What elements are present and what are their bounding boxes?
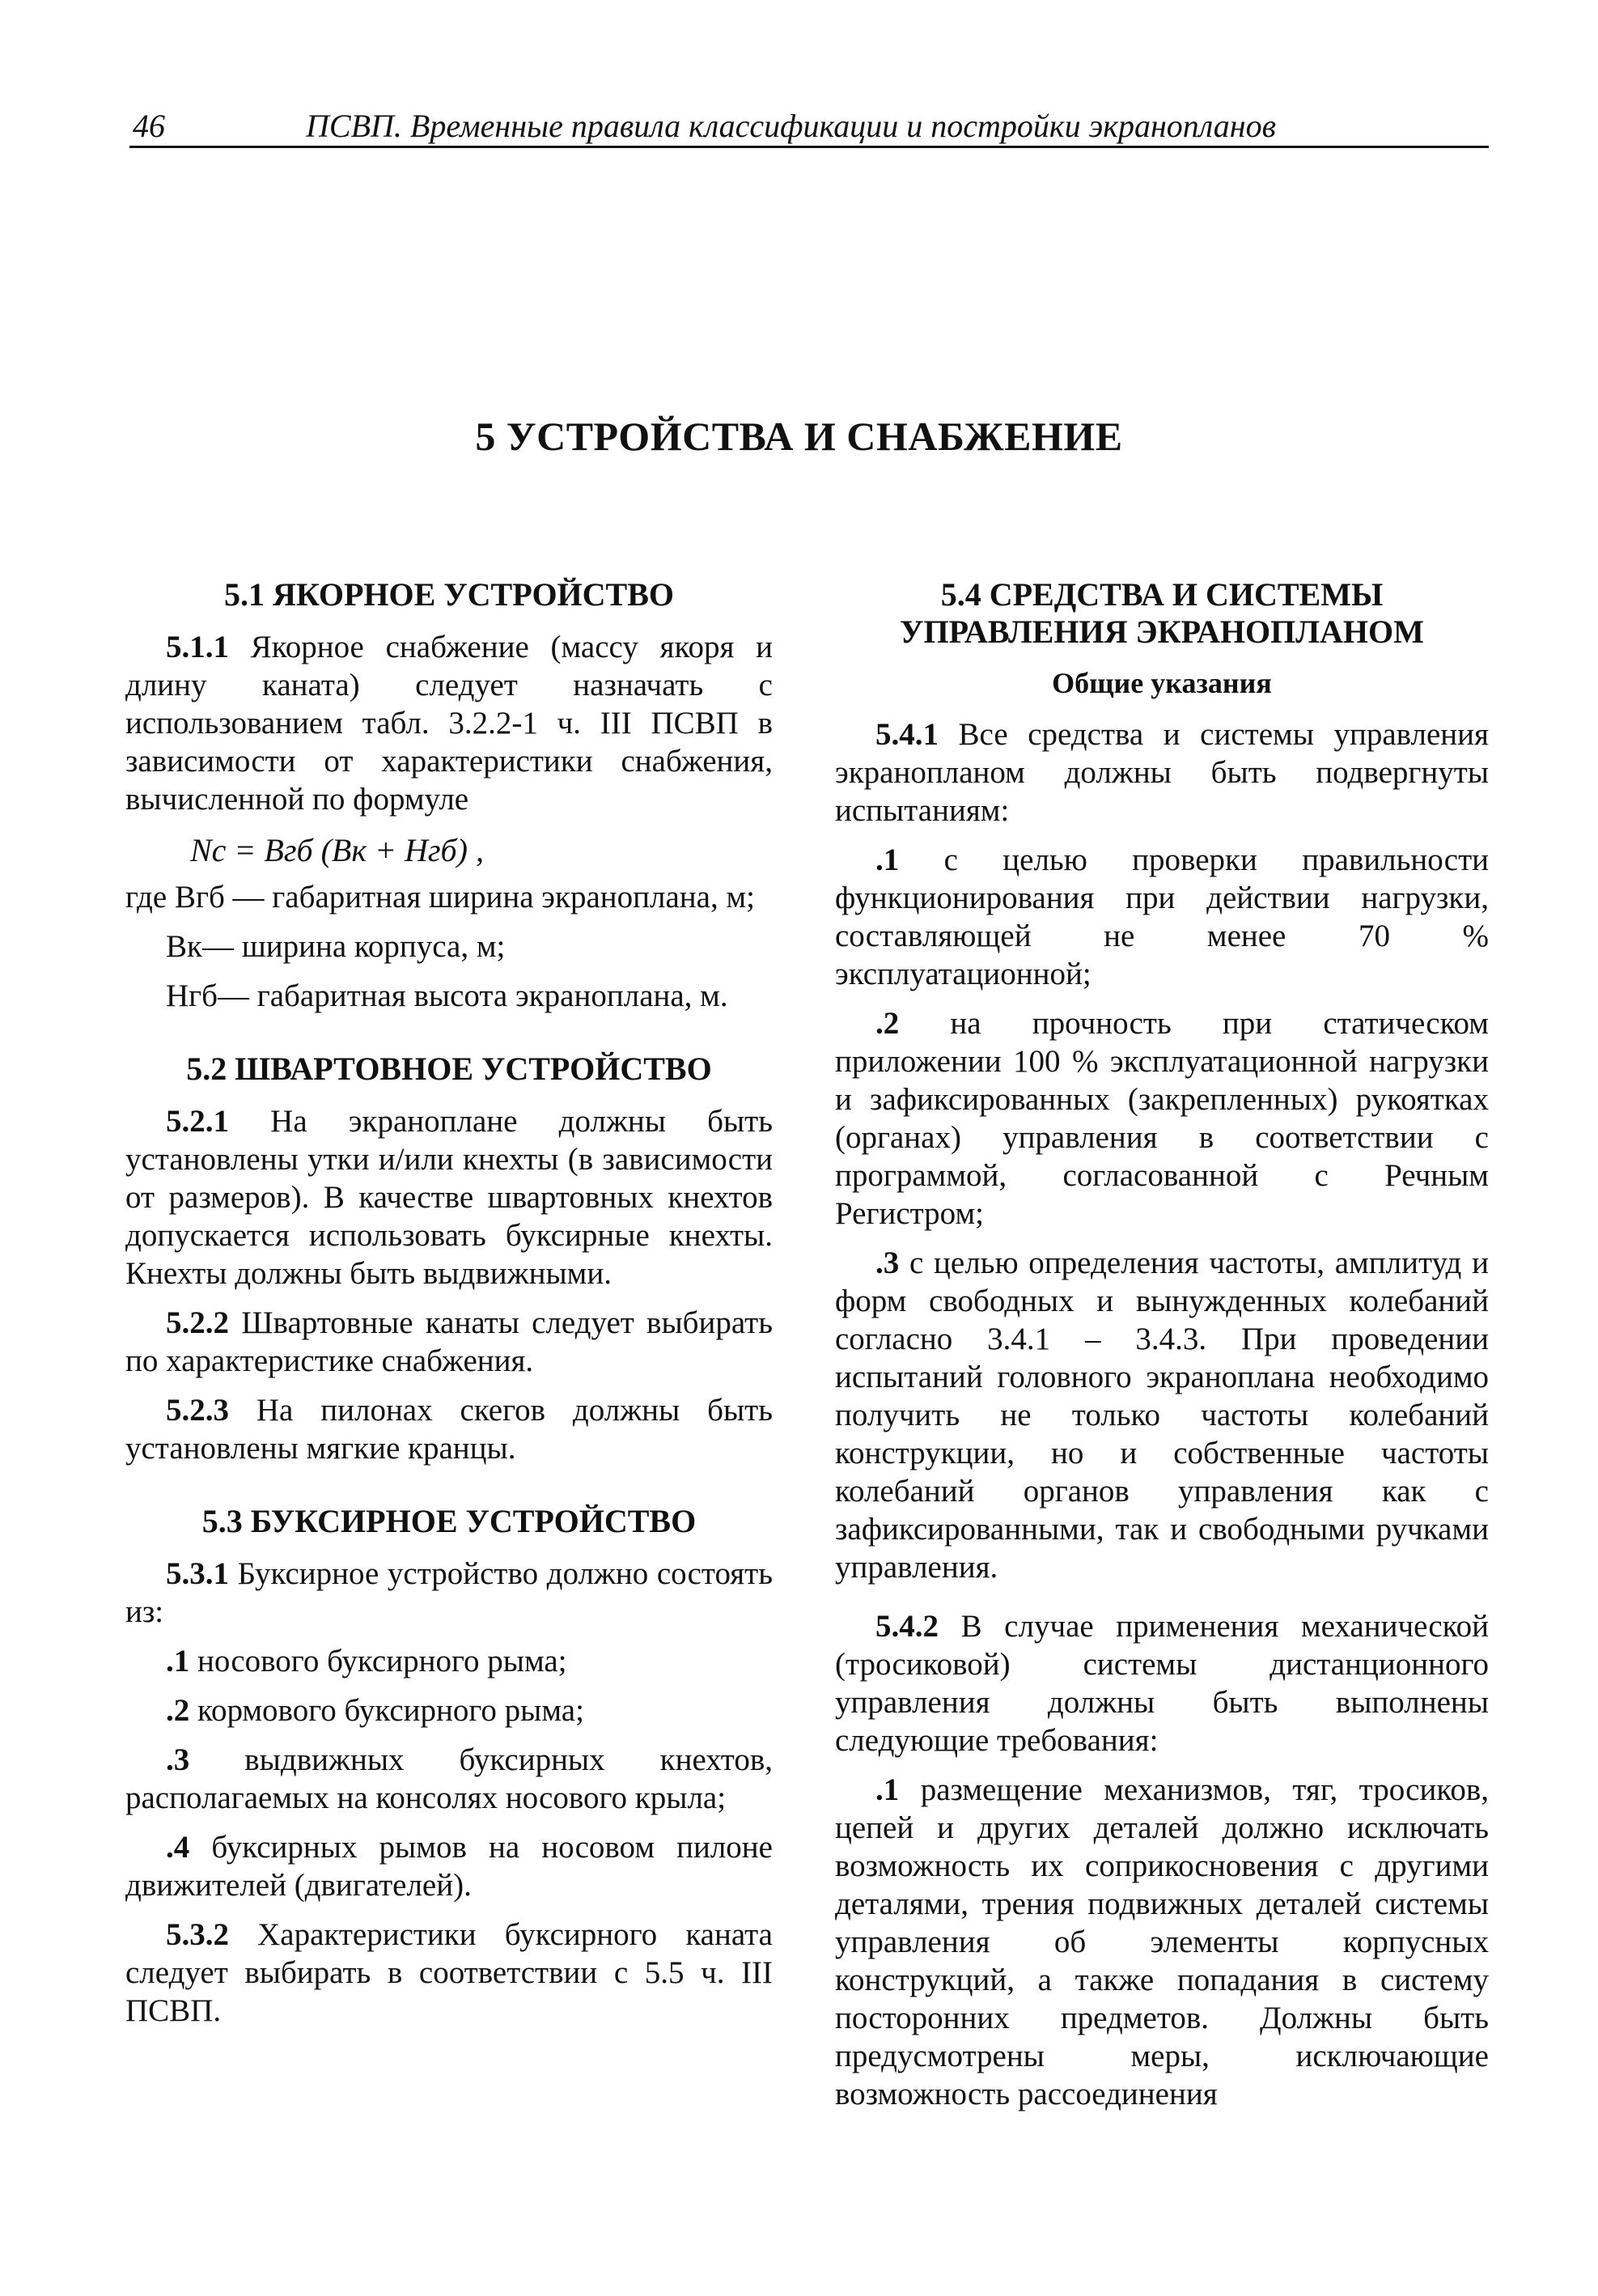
paragraph-text: На экраноплане должны быть установлены утки и/или кнехты (в зависимости от размеров). В качестве швартовных кнехтов допускается использовать буксирные кнехты. Кнехты должны быть выдвижными.	[125, 1104, 773, 1291]
paragraph-5-1-1	[125, 628, 773, 818]
list-item	[835, 1004, 1489, 1233]
paragraph-text: Буксирное устройство должно состоять из:	[125, 1556, 773, 1629]
item-number: .1	[166, 1644, 190, 1678]
paragraph-5-2-2	[125, 1304, 773, 1380]
item-number: .1	[875, 842, 900, 877]
section-heading-5-3: 5.3 БУКСИРНОЕ УСТРОЙСТВО	[201, 1503, 697, 1539]
section-heading-5-1: 5.1 ЯКОРНОЕ УСТРОЙСТВО	[223, 576, 675, 613]
list-item	[835, 841, 1489, 993]
clause-number: 5.3.2	[166, 1917, 229, 1952]
item-number: .1	[875, 1772, 900, 1807]
paragraph-text: Якорное снабжение (массу якоря и длину каната) следует назначать с использованием табл. 3.2.2-1 ч. III ПСВП в зависимости от характеристики снабжения, вычисленной по формуле	[125, 630, 773, 817]
paragraph-5-4-2	[835, 1607, 1489, 1759]
page-number: 46	[133, 108, 165, 144]
clause-number: 5.3.1	[166, 1556, 229, 1591]
item-number: .2	[875, 1006, 900, 1041]
paragraph-5-3-1	[125, 1555, 773, 1631]
section-heading-5-2: 5.2 ШВАРТОВНОЕ УСТРОЙСТВО	[186, 1050, 712, 1087]
clause-number: 5.2.2	[166, 1305, 229, 1340]
item-text: с целью определения частоты, амплитуд и форм свободных и вынужденных колебаний согласно 3.4.1 – 3.4.3. При проведении испытаний головного экраноплана необходимо получить не только частоты колебаний конструкции, но и собственные частоты колебаний органов управления как с зафиксированными, так и свободными ручками управления.	[835, 1246, 1489, 1585]
subsection-heading: Общие указания	[1052, 667, 1272, 699]
list-item	[125, 1828, 773, 1904]
formula: Nс = Bгб (Bк + Hгб) ,	[190, 832, 484, 868]
paragraph-5-4-1	[835, 715, 1489, 830]
list-item	[125, 1691, 773, 1729]
item-text: носового буксирного рыма;	[189, 1644, 567, 1678]
item-text: на прочность при статическом приложении 100 % эксплуатационной нагрузки и зафиксированных (закрепленных) рукоятках (органах) управления в соответствии с программой, согласованной с Речным Регистром;	[835, 1006, 1489, 1231]
item-number: .2	[166, 1693, 190, 1728]
paragraph-text: Характеристики буксирного каната следует выбирать в соответствии с 5.5 ч. III ПСВП.	[125, 1917, 773, 2028]
paragraph-text: В случае применения механической (тросиковой) системы дистанционного управления должны быть выполнены следующие требования:	[835, 1609, 1489, 1758]
clause-number: 5.4.1	[875, 717, 939, 752]
paragraph-5-2-1	[125, 1102, 773, 1292]
left-column	[125, 576, 773, 2041]
paragraph-text: На пилонах скегов должны быть установлены мягкие кранцы.	[125, 1393, 773, 1466]
item-text: с целью проверки правильности функционирования при действии нагрузки, составляющей не менее 70 % эксплуатационной;	[835, 842, 1489, 991]
list-item	[125, 1642, 773, 1680]
item-number: .3	[166, 1742, 190, 1777]
section-heading-5-4: 5.4 СРЕДСТВА И СИСТЕМЫ УПРАВЛЕНИЯ ЭКРАНОПЛАНОМ	[900, 576, 1424, 650]
running-title: ПСВП. Временные правила классификации и постройки экранопланов	[306, 108, 1276, 144]
paragraph-5-3-2	[125, 1916, 773, 2030]
running-header	[129, 104, 1489, 148]
item-text: выдвижных буксирных кнехтов, располагаемых на консолях носового крыла;	[125, 1742, 773, 1815]
chapter-title: 5 УСТРОЙСТВА И СНАБЖЕНИЕ	[475, 414, 1123, 459]
list-item	[835, 1771, 1489, 2113]
clause-number: 5.2.3	[166, 1393, 229, 1428]
item-text: размещение механизмов, тяг, тросиков, цепей и других деталей должно исключать возможность их соприкосновения с другими деталями, трения подвижных деталей системы управления об элементы корпусных конструкций, а также попадания в систему посторонних предметов. Должны быть предусмотрены меры, исключающие возможность рассоединения	[835, 1772, 1489, 2111]
clause-number: 5.1.1	[166, 630, 229, 664]
list-item	[835, 1244, 1489, 1586]
list-item	[125, 1741, 773, 1817]
clause-number: 5.2.1	[166, 1104, 229, 1139]
item-number: .4	[166, 1830, 190, 1865]
paragraph-text: Все средства и системы управления экранопланом должны быть подвергнуты испытаниям:	[835, 717, 1489, 828]
item-number: .3	[875, 1246, 900, 1280]
right-column	[835, 576, 1489, 2124]
formula-legend-3: Hгб— габаритная высота экраноплана, м.	[166, 978, 728, 1013]
paragraph-text: Швартовные канаты следует выбирать по характеристике снабжения.	[125, 1305, 773, 1378]
paragraph-5-2-3	[125, 1391, 773, 1467]
item-text: буксирных рымов на носовом пилоне движителей (двигателей).	[125, 1830, 773, 1903]
formula-legend-1: где Bгб — габаритная ширина экраноплана, м;	[125, 880, 755, 915]
formula-legend-2: Bк— ширина корпуса, м;	[166, 929, 506, 964]
item-text: кормового буксирного рыма;	[189, 1693, 584, 1728]
clause-number: 5.4.2	[875, 1609, 939, 1644]
